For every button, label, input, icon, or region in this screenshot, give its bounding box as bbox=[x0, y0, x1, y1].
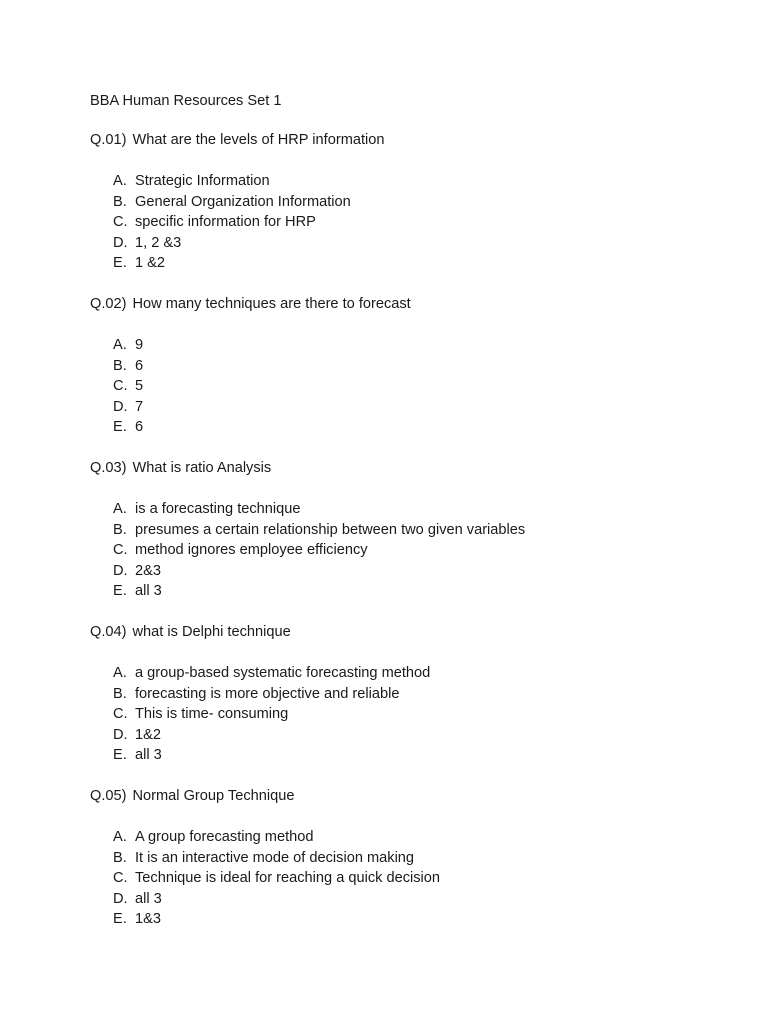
answer-option bbox=[90, 581, 710, 602]
option-text: forecasting is more objective and reliable bbox=[135, 685, 400, 702]
option-text: is a forecasting technique bbox=[135, 501, 301, 517]
answer-option bbox=[90, 192, 710, 213]
answer-option bbox=[90, 868, 710, 889]
question-prompt: How many techniques are there to forecast bbox=[132, 296, 411, 312]
option-text: 6 bbox=[135, 419, 144, 436]
answer-option bbox=[90, 704, 710, 725]
answer-option bbox=[90, 417, 710, 438]
question-number: Q.02) bbox=[90, 296, 127, 312]
answer-option bbox=[90, 745, 710, 766]
answer-options bbox=[90, 335, 710, 438]
option-letter: E. bbox=[113, 747, 127, 764]
option-letter: D. bbox=[113, 890, 128, 907]
answer-option bbox=[90, 397, 710, 418]
question-prompt: what is Delphi technique bbox=[132, 624, 291, 640]
option-letter: D. bbox=[113, 398, 128, 415]
question-number: Q.01) bbox=[90, 132, 127, 148]
question-text bbox=[90, 130, 710, 150]
question-4 bbox=[90, 622, 710, 766]
option-text: 6 bbox=[135, 357, 144, 374]
option-letter: C. bbox=[113, 542, 128, 559]
answer-option bbox=[90, 827, 710, 848]
answer-option bbox=[90, 356, 710, 377]
question-text bbox=[90, 622, 710, 642]
option-text: 1, 2 &3 bbox=[135, 234, 182, 251]
option-letter: B. bbox=[113, 521, 127, 538]
option-text: a group-based systematic forecasting method bbox=[135, 665, 431, 681]
question-text bbox=[90, 786, 710, 806]
answer-option bbox=[90, 725, 710, 746]
option-text: Strategic Information bbox=[135, 173, 270, 189]
answer-options bbox=[90, 171, 710, 274]
answer-option bbox=[90, 540, 710, 561]
question-text bbox=[90, 458, 710, 478]
option-letter: C. bbox=[113, 870, 128, 887]
answer-option bbox=[90, 520, 710, 541]
question-text bbox=[90, 294, 710, 314]
option-letter: B. bbox=[113, 685, 127, 702]
option-text: all 3 bbox=[135, 890, 162, 907]
question-number: Q.05) bbox=[90, 788, 127, 804]
option-letter: C. bbox=[113, 378, 128, 395]
option-letter: B. bbox=[113, 193, 127, 210]
option-text: 7 bbox=[135, 398, 144, 415]
option-letter: C. bbox=[113, 706, 128, 723]
option-text: 5 bbox=[135, 378, 144, 395]
answer-options bbox=[90, 663, 710, 766]
option-letter: A. bbox=[113, 337, 127, 353]
option-text: 1&2 bbox=[135, 726, 161, 743]
question-number: Q.03) bbox=[90, 460, 127, 476]
option-letter: D. bbox=[113, 234, 128, 251]
option-letter: E. bbox=[113, 255, 127, 272]
option-text: 1&3 bbox=[135, 911, 161, 928]
option-letter: D. bbox=[113, 562, 128, 579]
option-letter: E. bbox=[113, 419, 127, 436]
answer-option bbox=[90, 212, 710, 233]
option-text: presumes a certain relationship between two given variables bbox=[135, 521, 526, 538]
option-letter: A. bbox=[113, 829, 127, 845]
option-text: specific information for HRP bbox=[135, 214, 316, 231]
option-letter: A. bbox=[113, 665, 127, 681]
answer-option bbox=[90, 684, 710, 705]
option-letter: A. bbox=[113, 173, 127, 189]
question-number: Q.04) bbox=[90, 624, 127, 640]
answer-option bbox=[90, 889, 710, 910]
option-text: 9 bbox=[135, 337, 144, 353]
option-text: General Organization Information bbox=[135, 193, 351, 210]
option-letter: C. bbox=[113, 214, 128, 231]
option-text: 1 &2 bbox=[135, 255, 166, 272]
question-2 bbox=[90, 294, 710, 438]
answer-option bbox=[90, 499, 710, 520]
answer-option bbox=[90, 909, 710, 930]
option-letter: B. bbox=[113, 849, 127, 866]
option-text: all 3 bbox=[135, 747, 162, 764]
option-letter: D. bbox=[113, 726, 128, 743]
option-text: A group forecasting method bbox=[135, 829, 314, 845]
answer-option bbox=[90, 171, 710, 192]
option-letter: E. bbox=[113, 911, 127, 928]
option-letter: B. bbox=[113, 357, 127, 374]
answer-options bbox=[90, 827, 710, 930]
question-3 bbox=[90, 458, 710, 602]
option-text: all 3 bbox=[135, 583, 162, 600]
option-text: Technique is ideal for reaching a quick decision bbox=[135, 870, 441, 887]
option-text: It is an interactive mode of decision making bbox=[135, 849, 415, 866]
answer-option bbox=[90, 335, 710, 356]
question-1 bbox=[90, 130, 710, 274]
option-text: This is time- consuming bbox=[135, 706, 289, 723]
answer-option bbox=[90, 663, 710, 684]
answer-option bbox=[90, 848, 710, 869]
option-letter: A. bbox=[113, 501, 127, 517]
answer-option bbox=[90, 561, 710, 582]
option-letter: E. bbox=[113, 583, 127, 600]
answer-option bbox=[90, 253, 710, 274]
answer-options bbox=[90, 499, 710, 602]
question-5 bbox=[90, 786, 710, 930]
answer-option bbox=[90, 233, 710, 254]
document-title: BBA Human Resources Set 1 bbox=[90, 93, 282, 109]
option-text: 2&3 bbox=[135, 562, 161, 579]
question-prompt: Normal Group Technique bbox=[132, 788, 295, 804]
question-prompt: What is ratio Analysis bbox=[132, 460, 272, 476]
question-prompt: What are the levels of HRP information bbox=[132, 132, 385, 148]
option-text: method ignores employee efficiency bbox=[135, 542, 368, 559]
answer-option bbox=[90, 376, 710, 397]
